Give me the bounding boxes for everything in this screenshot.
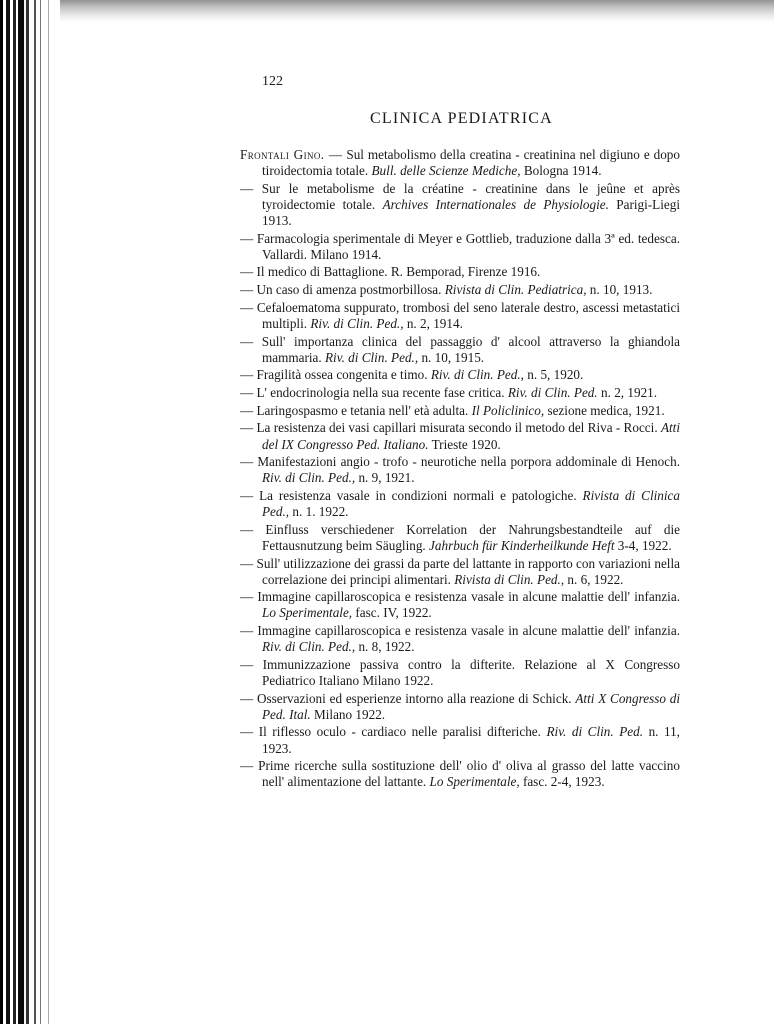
entry-citation: n. 2, 1921.	[597, 385, 658, 401]
entry-dash: —	[240, 333, 254, 349]
entry-citation: Parigi-Liegi 1913.	[262, 196, 680, 228]
entry-text: Sur le metabolisme de la créatine - creatinine dans le jeûne et après tyroidectomie totale.	[253, 180, 680, 212]
bibliography-entry	[240, 147, 680, 179]
entry-dash: —	[240, 180, 254, 196]
entry-journal: Riv. di Clin. Ped.,	[262, 639, 356, 655]
bibliography-entry	[240, 300, 680, 332]
entry-dash: —	[240, 402, 254, 418]
entry-citation: n. 5, 1920.	[523, 367, 584, 383]
bibliography-entry	[240, 420, 680, 452]
entry-text: Il medico di Battaglione. R. Bemporad, Firenze 1916.	[253, 264, 541, 280]
bibliography-entry	[240, 454, 680, 486]
bibliography-entry	[240, 334, 680, 366]
entry-dash: —	[240, 656, 254, 672]
entry-journal: Rivista di Clinica Ped.,	[262, 488, 680, 520]
entry-text: Immunizzazione passiva contro la difterite. Relazione al X Congresso Pediatrico Italiano Milano 1922.	[253, 656, 680, 688]
entry-author: Frontali Gino. —	[240, 147, 343, 162]
entry-dash: —	[240, 299, 254, 315]
entry-dash: —	[240, 724, 254, 740]
entry-text: Laringospasmo e tetania nell' età adulta.	[253, 402, 472, 418]
entry-citation: n. 10, 1915.	[418, 349, 485, 365]
entry-journal: Lo Sperimentale,	[262, 605, 353, 621]
entry-text: La resistenza vasale in condizioni normali e patologiche.	[253, 488, 583, 503]
bibliography-entry	[240, 282, 680, 298]
entry-text: Manifestazioni angio - trofo - neurotiche nella porpora addominale di Henoch.	[253, 454, 680, 470]
entry-dash: —	[240, 385, 254, 401]
bibliography-entry	[240, 623, 680, 655]
bibliography-entry	[240, 724, 680, 756]
entry-text: Sul metabolismo della creatina - creatinina nel digiuno e dopo tiroidectomia totale.	[262, 147, 680, 179]
entry-dash: —	[240, 230, 254, 246]
entry-journal: Il Policlinico,	[471, 402, 545, 418]
bibliography-entry	[240, 403, 680, 419]
entry-citation: Bologna 1914.	[520, 163, 602, 179]
scan-top-edge	[0, 0, 774, 22]
entry-dash: —	[240, 555, 254, 571]
entry-journal: Riv. di Clin. Ped.,	[430, 367, 524, 383]
entry-dash: —	[240, 690, 254, 706]
entry-citation: 3-4, 1922.	[614, 537, 672, 553]
entry-dash: —	[240, 420, 254, 436]
running-title: CLINICA PEDIATRICA	[370, 110, 553, 127]
entry-citation: n. 1. 1922.	[289, 504, 349, 520]
entry-dash: —	[240, 367, 254, 383]
entry-citation: Milano 1922.	[310, 706, 386, 722]
entry-journal: Archives Internationales de Physiologie.	[382, 196, 609, 212]
entry-citation: sezione medica, 1921.	[544, 402, 665, 418]
page-number: 122	[262, 74, 283, 89]
entry-journal: Rivista di Clin. Pediatrica,	[444, 282, 587, 298]
entry-text: Prime ricerche sulla sostituzione dell' olio d' oliva al grasso del latte vaccino nell' alimentazione del lattante.	[253, 758, 680, 790]
entry-citation: n. 9, 1921.	[355, 470, 415, 486]
entry-journal: Jahrbuch für Kinderheilkunde Heft	[429, 537, 615, 553]
entry-journal: Riv. di Clin. Ped.,	[262, 470, 356, 486]
entry-text: Immagine capillaroscopica e resistenza vasale in alcune malattie dell' infanzia.	[253, 589, 680, 605]
entry-text: Einfluss verschiedener Korrelation der Nahrungsbestandteile auf die Fettausnutzung beim Säugling.	[253, 521, 680, 553]
bibliography-list	[240, 147, 680, 792]
bibliography-entry	[240, 522, 680, 554]
book-binding-edge	[0, 0, 60, 1024]
bibliography-entry	[240, 264, 680, 280]
entry-text: Un caso di amenza postmorbillosa.	[253, 282, 445, 298]
entry-citation: fasc. IV, 1922.	[352, 605, 432, 621]
entry-journal: Rivista di Clin. Ped.,	[454, 571, 565, 587]
entry-journal: Riv. di Clin. Ped.	[546, 724, 644, 740]
bibliography-entry	[240, 488, 680, 520]
entry-text: Il riflesso oculo - cardiaco nelle paralisi difteriche.	[253, 724, 547, 740]
entry-dash: —	[240, 282, 254, 298]
entry-dash: —	[240, 758, 254, 774]
entry-journal: Bull. delle Scienze Mediche,	[371, 163, 521, 179]
entry-text: Fragilità ossea congenita e timo.	[253, 367, 431, 383]
entry-text: Sull' importanza clinica del passaggio d' alcool attraverso la ghiandola mammaria.	[253, 333, 680, 365]
entry-dash: —	[240, 589, 254, 605]
entry-text: La resistenza dei vasi capillari misurata secondo il metodo del Riva - Rocci.	[253, 420, 661, 436]
entry-dash: —	[240, 488, 254, 503]
bibliography-entry	[240, 657, 680, 689]
entry-citation: n. 8, 1922.	[355, 639, 415, 655]
bibliography-entry	[240, 367, 680, 383]
entry-text: Cefaloematoma suppurato, trombosi del seno laterale destro, ascessi metastatici multipli.	[253, 299, 680, 331]
bibliography-entry	[240, 231, 680, 263]
entry-citation: n. 10, 1913.	[586, 282, 653, 298]
entry-journal: Riv. di Clin. Ped.	[507, 385, 598, 401]
entry-dash: —	[240, 454, 254, 470]
entry-citation: n. 2, 1914.	[403, 315, 463, 331]
entry-text: Sull' utilizzazione dei grassi da parte del lattante in rapporto con variazioni nella correlazione dei principi alimentari.	[253, 555, 680, 587]
bibliography-entry	[240, 691, 680, 723]
entry-dash: —	[240, 521, 254, 537]
entry-journal: Lo Sperimentale,	[429, 774, 520, 790]
entry-text: Farmacologia sperimentale di Meyer e Gottlieb, traduzione dalla 3ª ed. tedesca. Vallardi. Milano 1914.	[253, 230, 680, 262]
bibliography-entry	[240, 385, 680, 401]
bibliography-entry	[240, 589, 680, 621]
bibliography-entry	[240, 758, 680, 790]
entry-citation: n. 11, 1923.	[262, 724, 680, 756]
entry-text: Osservazioni ed esperienze intorno alla reazione di Schick.	[253, 690, 576, 706]
entry-text: Immagine capillaroscopica e resistenza vasale in alcune malattie dell' infanzia.	[253, 623, 680, 639]
entry-citation: fasc. 2-4, 1923.	[519, 774, 605, 790]
entry-text: L' endocrinologia nella sua recente fase critica.	[253, 385, 508, 401]
entry-journal: Riv. di Clin. Ped.,	[310, 315, 404, 331]
bibliography-entry	[240, 181, 680, 229]
entry-dash: —	[240, 623, 254, 639]
entry-journal: Atti X Congresso di Ped. Ital.	[262, 690, 681, 722]
entry-journal: Riv. di Clin. Ped.,	[324, 349, 419, 365]
entry-citation: Trieste 1920.	[428, 436, 501, 452]
entry-dash: —	[240, 264, 254, 280]
entry-journal: Atti del IX Congresso Ped. Italiano.	[262, 420, 680, 452]
entry-citation: n. 6, 1922.	[564, 571, 624, 587]
bibliography-entry	[240, 556, 680, 588]
